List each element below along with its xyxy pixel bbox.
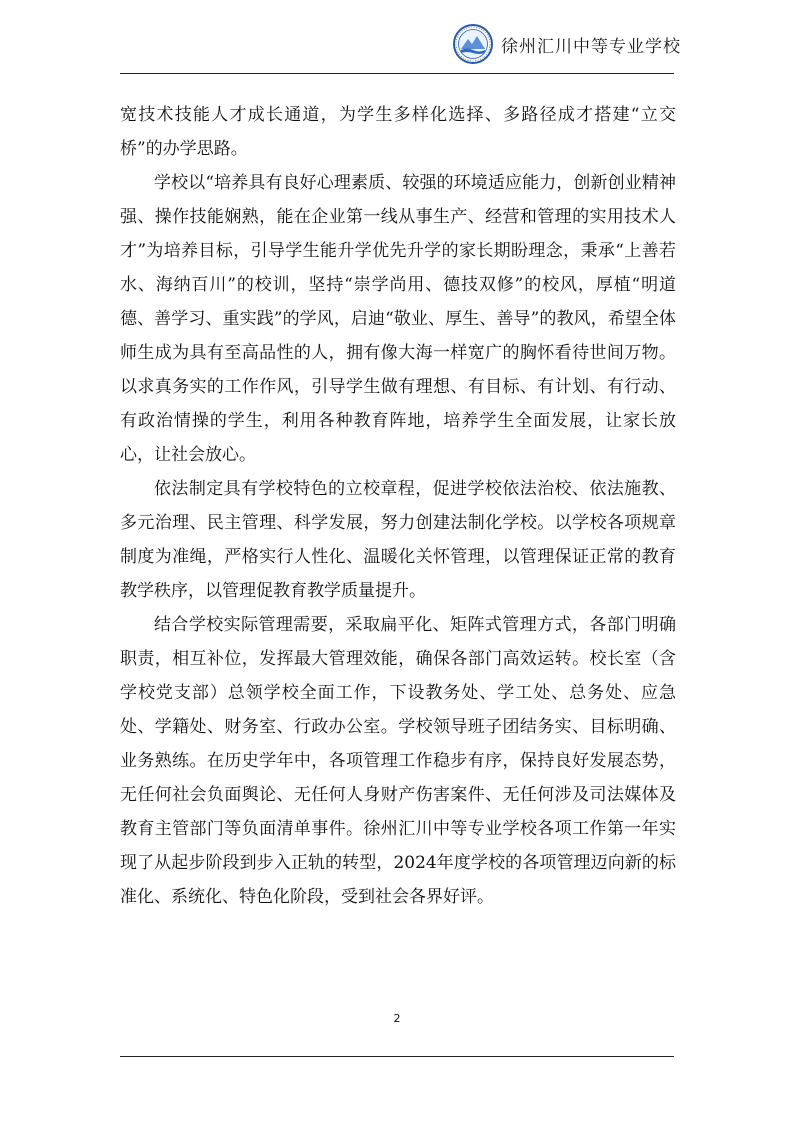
paragraph-2: 学校以“培养具有良好心理素质、较强的环境适应能力，创新创业精神强、操作技能娴熟，能在企业第一线从事生产、经营和管理的实用技术人才”为培养目标，引导学生能升学优先升学的家长期盼理念，秉承“上善若水、海纳百川”的校训，坚持“崇学尚用、德技双修”的校风，厚植“明道德、善学习、重实践”的学风，启迪“敬业、厚生、善导”的教风，希望全体师生成为具有至高品性的人，拥有像大海一样宽广的胸怀看待世间万物。以求真务实的工作作风，引导学生做有理想、有目标、有计划、有行动、有政治情操的学生，利用各种教育阵地，培养学生全面发展，让家长放心，让社会放心。 <box>120 173 676 465</box>
page-header <box>120 22 681 74</box>
page-number: 2 <box>393 1012 401 1025</box>
header-divider <box>120 73 674 74</box>
footer-divider <box>120 1056 674 1057</box>
paragraph-4: 结合学校实际管理需要，采取扁平化、矩阵式管理方式，各部门明确职责，相互补位，发挥最大管理效能，确保各部门高效运转。校长室（含学校党支部）总领学校全面工作，下设教务处、学工处、总务处、应急处、学籍处、财务室、行政办公室。学校领导班子团结务实、目标明确、业务熟练。在历史学年中，各项管理工作稳步有序，保持良好发展态势，无任何社会负面舆论、无任何人身财产伤害案件、无任何涉及司法媒体及教育主管部门等负面清单事件。徐州汇川中等专业学校各项工作第一年实现了从起步阶段到步入正轨的转型，2024年度学校的各项管理迈向新的标准化、系统化、特色化阶段，受到社会各界好评。 <box>120 615 676 907</box>
paragraph-3: 依法制定具有学校特色的立校章程，促进学校依法治校、依法施教、多元治理、民主管理、科学发展，努力创建法制化学校。以学校各项规章制度为准绳，严格实行人性化、温暖化关怀管理，以管理保证正常的教育教学秩序，以管理促教育教学质量提升。 <box>120 479 676 601</box>
school-emblem-icon <box>453 24 493 64</box>
document-body <box>120 98 676 914</box>
school-name: 徐州汇川中等专业学校 <box>501 37 681 57</box>
paragraph-1: 宽技术技能人才成长通道，为学生多样化选择、多路径成才搭建“立交桥”的办学思路。 <box>120 105 676 159</box>
